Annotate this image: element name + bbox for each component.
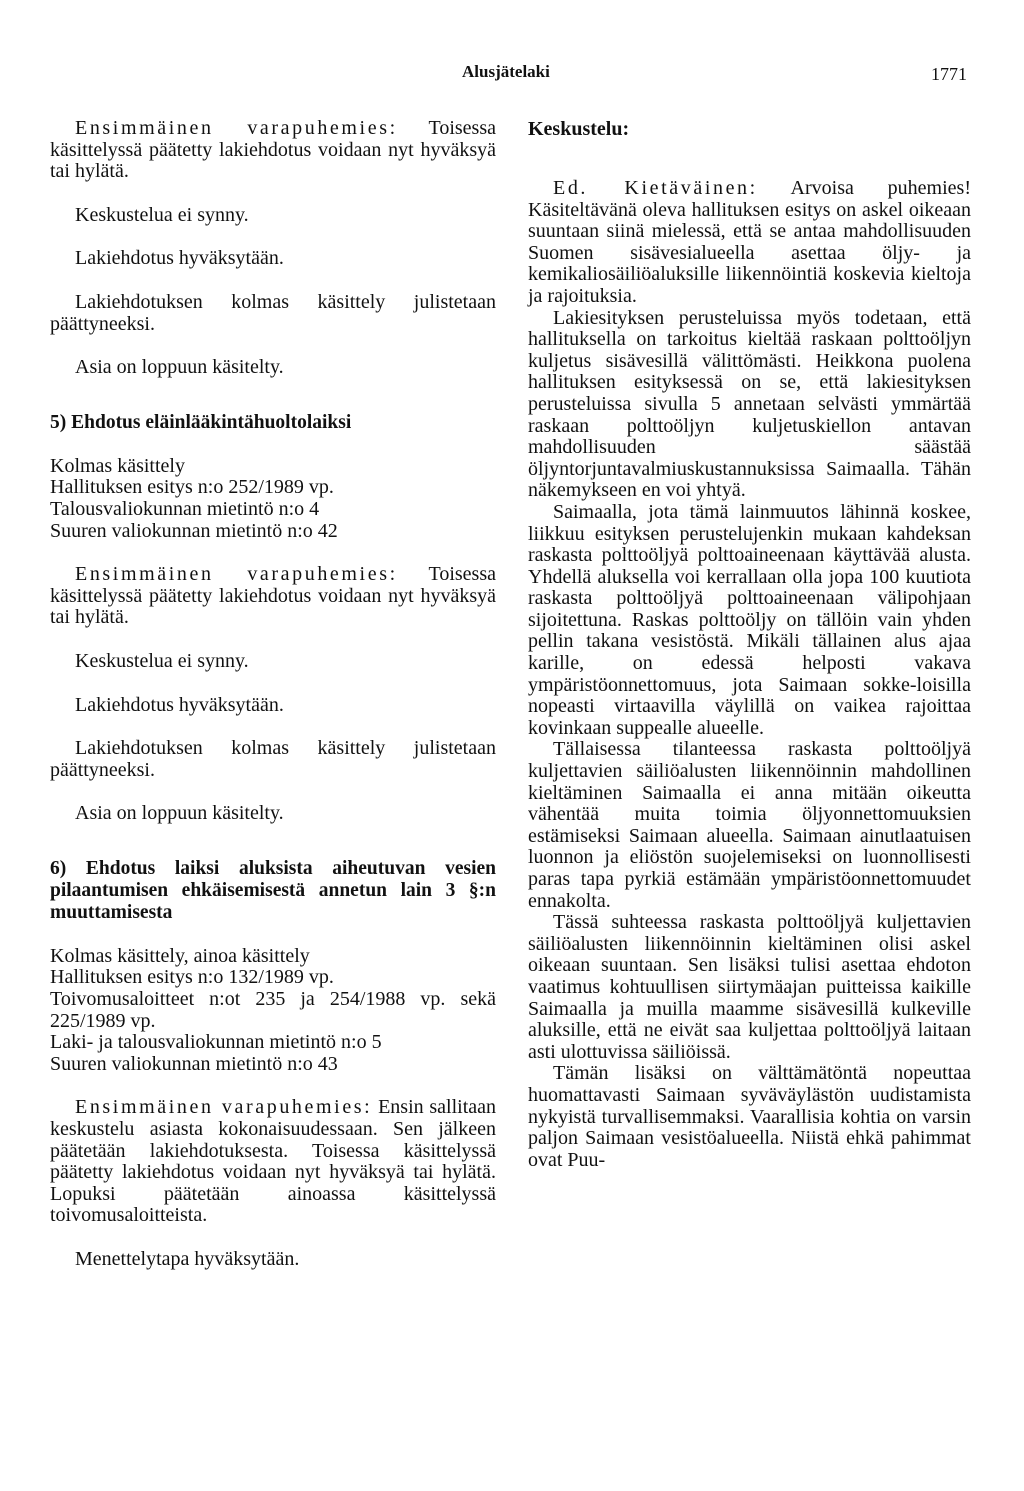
approval-note: Lakiehdotus hyväksytään. [75,693,284,716]
declaration-note: Lakiehdotuksen kolmas käsittely julistetaan päättyneeksi. [50,737,496,781]
speech-paragraph: Saimaalla, jota tämä lainmuutos lähinnä koskee, liikkuu esityksen perustelujenkin mukaan kahdeksan raskasta polttoöljyä polttoaineenaan käyttävää alusta. Yhdellä aluksella voi kerrallaan olla jopa 100 kuutiota raskasta polttoöljyä polttoaineenaan välipohjaan sijoitettuna. Raskas polttoöljy on tällöin vain yhden pellin takana vesistöstä. Mikäli tällainen alus ajaa karille, on edessä helposti vakava ympäristöonnettomuus, jota Saimaan sokke-loisilla nopeasti virtaavilla väylillä on vaikea rajoittaa kovinkaan suppealle alueelle. [528,500,971,739]
speech-paragraph [528,178,971,308]
reference-line: Laki- ja talousvaliokunnan mietintö n:o 5 [50,1031,382,1054]
statement-text: Ensin sallitaan keskustelu asiasta kokonaisuudessaan. Sen jälkeen päätetään lakiehdotuksesta. Toisessa käsittelyssä päätetty lakiehdotus voidaan nyt hyväksyä tai hylätä. Lopuksi päätetään ainoassa käsittelyssä toivomusaloitteista. [50,1096,497,1227]
reference-line: Kolmas käsittely, ainoa käsittely [50,944,310,967]
speech-text: Arvoisa puhemies! Käsiteltävänä oleva hallituksen esitys on askel oikeaan suuntaan siinä mielessä, että se antaa mahdollisuuden Suomen sisävesialueella asettaa öljy- ja kemikaliosäiliöaluksille liikennöintiä koskevia kieltoja ja rajoituksia. [528,177,971,307]
section-heading-5: 5) Ehdotus eläinlääkintähuoltolaiksi [50,411,352,433]
reference-line: Talousvaliokunnan mietintö n:o 4 [50,497,320,520]
declaration-note: Lakiehdotuksen kolmas käsittely julistetaan päättyneeksi. [50,290,496,335]
reference-line: Suuren valiokunnan mietintö n:o 42 [50,519,338,542]
left-column [50,118,496,1271]
section-5-references [50,456,496,542]
debate-heading: Keskustelu: [528,118,630,140]
reference-line: Hallituksen esitys n:o 252/1989 vp. [50,476,334,499]
section-heading-6: 6) Ehdotus laiksi aluksista aiheutuvan vesien pilaantumisen ehkäisemisestä annetun lain 3 §:n muuttamisesta [50,857,496,923]
closing-note: Asia on loppuun käsitelty. [75,356,284,379]
procedure-note: Menettelytapa hyväksytään. [75,1248,300,1270]
speaker-name: Ensimmäinen varapuhemies: [75,117,398,139]
statement-text: Toisessa käsittelyssä päätetty lakiehdotus voidaan nyt hyväksyä tai hylätä. [50,563,496,629]
closing-note: Asia on loppuun käsitelty. [75,802,284,825]
speech-paragraph: Lakiesityksen perusteluissa myös todetaan, että hallituksella on tarkoitus kieltää raskaan polttoöljyn kuljetus sisävesillä välittömästi. Heikkona puolena hallituksen esityksessä on se, että lakiesityksen perusteluissa sivulla 5 annetaan selvästi ymmärtää raskaan polttoöljyn kuljetuskiellon antavan mahdollisuuden säästää öljyntorjuntavalmiuskustannuksissa Saimaalla. Tähän näkemykseen en voi yhtyä. [528,306,971,502]
speaker-name: Ensimmäinen varapuhemies: [75,563,398,586]
reference-line: Toivomusaloitteet n:ot 235 ja 254/1988 vp. sekä 225/1989 vp. [50,988,496,1032]
page-number: 1771 [931,64,967,84]
statement-text: Toisessa käsittelyssä päätetty lakiehdotus voidaan nyt hyväksyä tai hylätä. [50,117,496,183]
speaker-statement [50,564,496,629]
reference-line: Hallituksen esitys n:o 132/1989 vp. [50,966,334,989]
page-header [0,62,1024,92]
speaker-name: Ed. Kietäväinen: [553,177,758,199]
running-title: Alusjätelaki [462,62,550,81]
speech-paragraph: Tällaisessa tilanteessa raskasta polttoöljyä kuljettavien säiliöalusten liikennöinnin mahdollinen kieltäminen Saimaalla ei anna mitään oikeutta vähentää muita toimia öljyonnettomuuksien estämiseksi Saimaan alueella. Saimaan ainutlaatuisen luonnon ja eliöstön suojelemiseksi on luonnollisesti paras tapa pyrkiä estämään ympäristöonnettomuudet ennakolta. [528,738,971,912]
reference-line: Kolmas käsittely [50,454,185,477]
speaker-name: Ensimmäinen varapuhemies: [75,1096,373,1119]
no-debate-note: Keskustelua ei synny. [75,649,249,672]
speech-paragraph: Tämän lisäksi on välttämätöntä nopeuttaa huomattavasti Saimaan syväväylästön uudistamista nykyistä turvallisemmaksi. Vaarallisia kohtia on varsin paljon Saimaan vesistöalueella. Niistä ehkä pahimmat ovat Puu- [528,1062,971,1171]
speaker-statement [50,1097,496,1227]
approval-note: Lakiehdotus hyväksytään. [75,247,284,270]
speaker-statement [50,118,496,183]
right-column [528,118,971,1171]
reference-line: Suuren valiokunnan mietintö n:o 43 [50,1052,338,1075]
no-debate-note: Keskustelua ei synny. [75,203,249,226]
speech-paragraph: Tässä suhteessa raskasta polttoöljyä kuljettavien säiliöalusten liikennöinnin kieltäminen olisi askel oikeaan suuntaan. Sen lisäksi tulisi asettaa ehdoton vaatimus kohtuullisen siirtymäajan puitteissa kaikille Saimaalla ja muilla maamme sisävesillä kulkeville aluksille, että ne eivät saa kuljettaa polttoöljyä laitaan asti ulottuvissa säiliöissä. [528,911,971,1063]
section-6-references [50,946,496,1076]
